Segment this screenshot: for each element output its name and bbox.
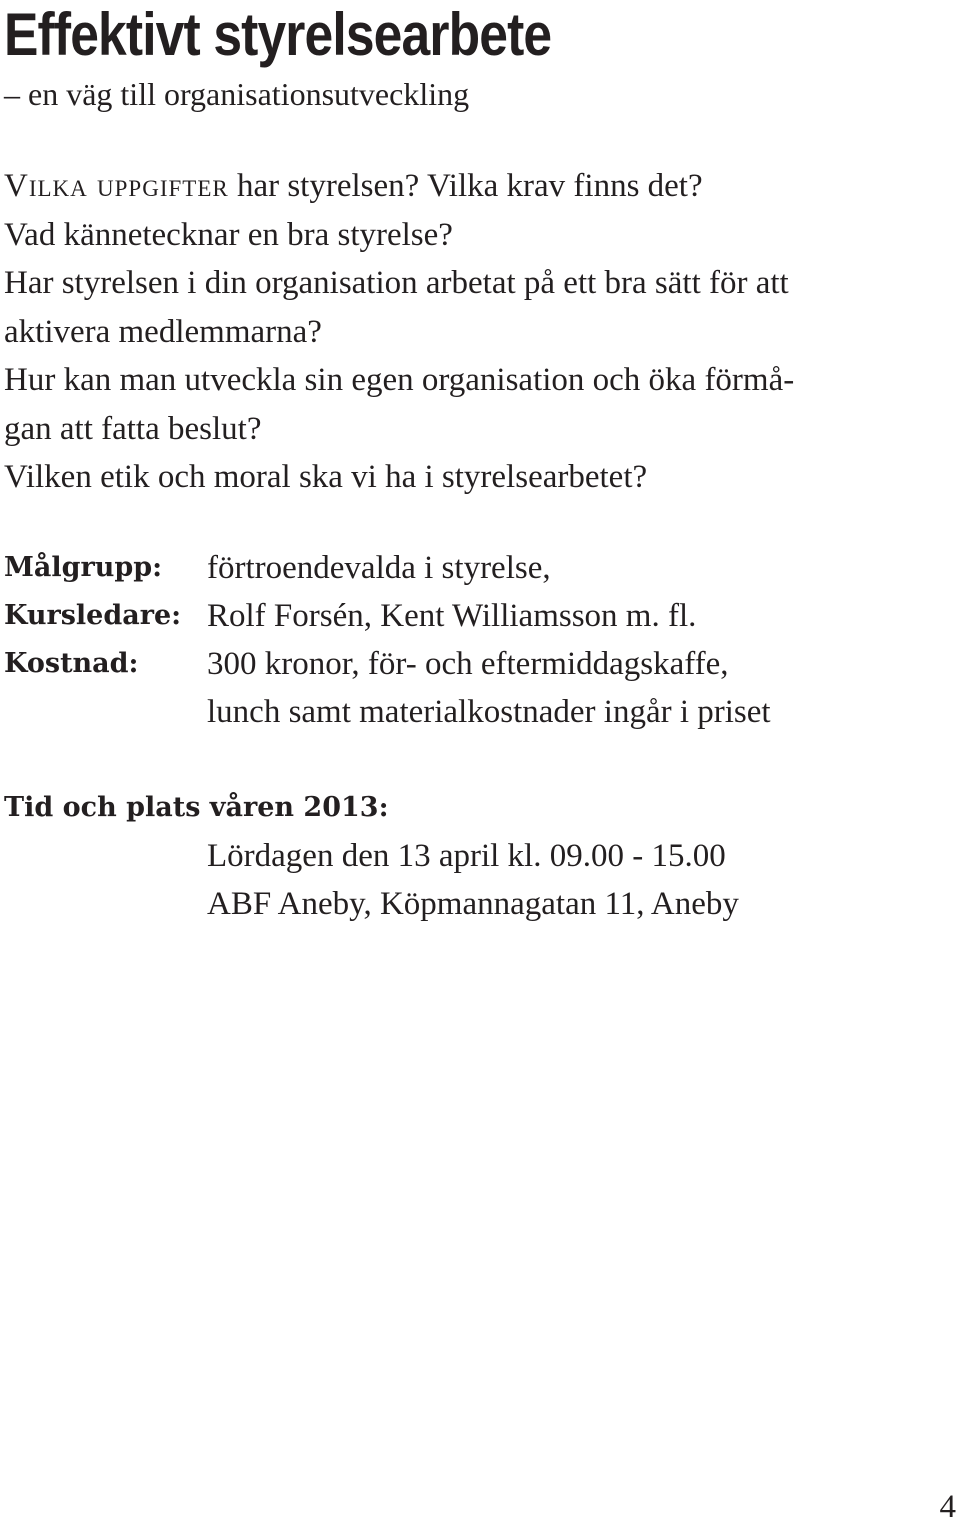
question-line: gan att fatta beslut? — [4, 410, 262, 447]
schedule-heading: Tid och plats våren 2013: — [4, 792, 389, 823]
schedule-date: Lördagen den 13 april kl. 09.00 - 15.00 — [207, 838, 726, 874]
schedule-place: ABF Aneby, Köpmannagatan 11, Aneby — [207, 886, 739, 922]
info-row-course-leaders — [4, 592, 771, 640]
schedule-section — [4, 784, 739, 928]
question-lead-small-caps: Vilka uppgifter — [4, 168, 229, 204]
question-list — [4, 162, 794, 502]
course-leaders-label: Kursledare: — [4, 600, 182, 631]
info-row-target-group — [4, 544, 771, 592]
question-line: Vad kännetecknar en bra styrelse? — [4, 216, 453, 253]
course-leaders-value: Rolf Forsén, Kent Williamsson m. fl. — [207, 598, 697, 634]
question-line: Har styrelsen i din organisation arbetat på ett bra sätt för att — [4, 265, 789, 301]
question-line: aktivera medlemmarna? — [4, 313, 322, 350]
schedule-details — [4, 832, 739, 928]
cost-label: Kostnad: — [4, 648, 139, 679]
question-line: Hur kan man utveckla sin egen organisation och öka förmå- — [4, 362, 795, 398]
cost-value-line: lunch samt materialkostnader ingår i priset — [207, 694, 771, 730]
question-line: Vilken etik och moral ska vi ha i styrelsearbetet? — [4, 459, 648, 495]
question-line — [4, 162, 794, 211]
cost-value — [207, 640, 771, 736]
cost-value-line: 300 kronor, för- och eftermiddagskaffe, — [207, 646, 729, 682]
target-group-label: Målgrupp: — [4, 552, 163, 583]
target-group-value: förtroendevalda i styrelse, — [207, 550, 551, 586]
question-text: har styrelsen? Vilka krav finns det? — [228, 168, 703, 204]
course-info — [4, 544, 771, 736]
page-number: 4 — [939, 1489, 956, 1525]
page-title: Effektivt styrelsearbete — [4, 1, 552, 68]
page-subtitle: – en väg till organisationsutveckling — [4, 76, 470, 112]
info-row-cost — [4, 640, 771, 736]
